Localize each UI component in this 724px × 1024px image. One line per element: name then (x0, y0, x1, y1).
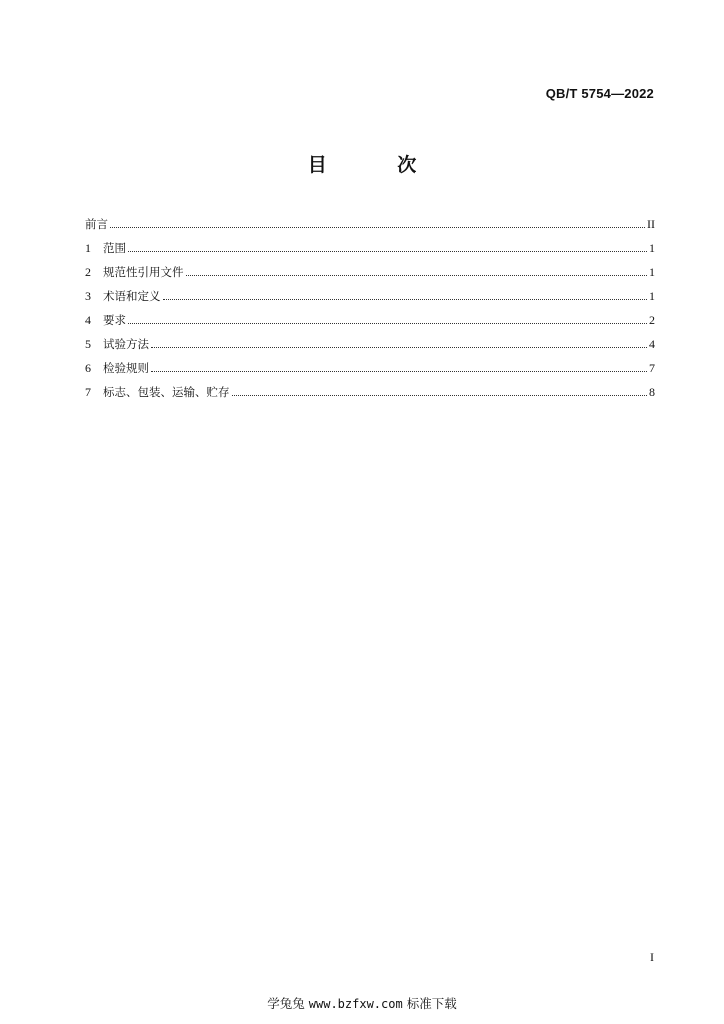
toc-entry-page: 1 (649, 289, 655, 303)
toc-leader-dots (163, 298, 648, 300)
toc-entry-number: 5 (85, 337, 91, 351)
toc-entry-label: 规范性引用文件 (103, 265, 184, 279)
toc-leader-dots (186, 274, 648, 276)
toc-entry-page: 8 (649, 385, 655, 399)
standard-code: QB/T 5754—2022 (545, 86, 654, 101)
toc-entry-marking-packaging[interactable] (85, 376, 655, 400)
toc-entry-page: 2 (649, 313, 655, 327)
footer-tagline: 标准下载 (406, 996, 457, 1011)
toc-entry-page: II (647, 217, 655, 231)
table-of-contents (85, 208, 655, 400)
footer-watermark (0, 994, 724, 1012)
toc-entry-foreword[interactable] (85, 208, 655, 232)
toc-leader-dots (232, 394, 648, 396)
footer-site-link[interactable]: www.bzfxw.com (308, 997, 403, 1011)
toc-entry-label: 前言 (85, 217, 108, 231)
toc-entry-page: 1 (649, 265, 655, 279)
toc-entry-page: 4 (649, 337, 655, 351)
toc-entry-number: 4 (85, 313, 91, 327)
toc-leader-dots (151, 370, 647, 372)
toc-entry-normative-references[interactable] (85, 256, 655, 280)
toc-entry-page: 1 (649, 241, 655, 255)
toc-entry-requirements[interactable] (85, 304, 655, 328)
toc-entry-number: 2 (85, 265, 91, 279)
toc-entry-number: 3 (85, 289, 91, 303)
toc-entry-terms-definitions[interactable] (85, 280, 655, 304)
toc-entry-scope[interactable] (85, 232, 655, 256)
footer-brand: 学兔兔 (267, 996, 305, 1011)
toc-entry-label: 检验规则 (103, 361, 149, 375)
toc-entry-page: 7 (649, 361, 655, 375)
toc-entry-number: 6 (85, 361, 91, 375)
toc-entry-inspection-rules[interactable] (85, 352, 655, 376)
toc-title: 目 次 (307, 154, 449, 176)
toc-entry-test-methods[interactable] (85, 328, 655, 352)
toc-entry-label: 标志、包装、运输、贮存 (103, 385, 230, 399)
toc-entry-label: 术语和定义 (103, 289, 161, 303)
toc-entry-number: 1 (85, 241, 91, 255)
page-number: I (650, 950, 654, 964)
toc-leader-dots (128, 250, 647, 252)
toc-entry-label: 范围 (103, 241, 126, 255)
toc-leader-dots (151, 346, 647, 348)
toc-leader-dots (110, 226, 645, 228)
toc-entry-label: 试验方法 (103, 337, 149, 351)
toc-entry-number: 7 (85, 385, 91, 399)
toc-leader-dots (128, 322, 647, 324)
toc-entry-label: 要求 (103, 313, 126, 327)
